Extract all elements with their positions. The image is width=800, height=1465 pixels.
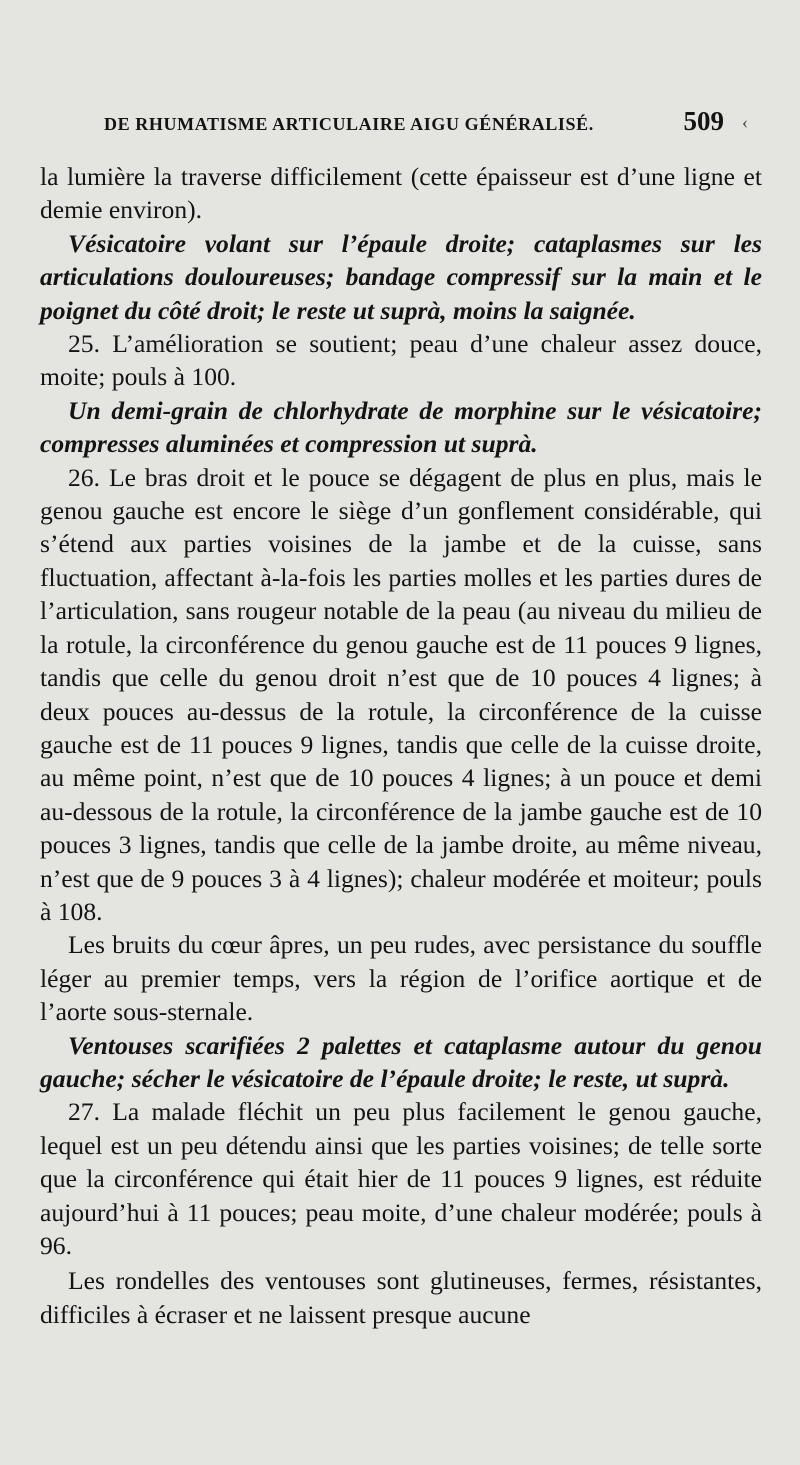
prescription-paragraph: Ventouses scarifiées 2 palettes et cataplasme autour du genou gauche; sécher le vésicatoire de l’épaule droite; le reste, ut suprà. (40, 1030, 762, 1093)
entry-paragraph-26: 26. Le bras droit et le pouce se dégagent de plus en plus, mais le genou gauche est encore le siège d’un gonflement considérable, qui s’étend aux parties voisines de la jambe et de la cuisse, sans fluctuation, affectant à-la-fois les parties molles et les parties dures de l’articulation, sans rougeur notable de la peau (au niveau du milieu de la rotule, la circonférence du genou gauche est de 11 pouces 9 lignes, tandis que celle du genou droit n’est que de 10 pouces 4 lignes; à deux pouces au-dessus de la rotule, la circonférence de la cuisse gauche est de 11 pouces 9 lignes, tandis que celle de la cuisse droite, au même point, n’est que de 10 pouces 4 lignes; à un pouce et demi au-dessous de la rotule, la circonférence de la jambe gauche est de 10 pouces 3 lignes, tandis que celle de la jambe droite, au même niveau, n’est que de 9 pouces 3 à 4 lignes); chaleur modérée et moiteur; pouls à 108. (40, 462, 762, 926)
entry-paragraph-27: 27. La malade fléchit un peu plus facilement le genou gauche, lequel est un peu détendu ainsi que les parties voisines; de telle sorte que la circonférence qui était hier de 11 pouces 9 lignes, est réduite aujourd’hui à 11 pouces; peau moite, d’une chaleur modérée; pouls à 96. (40, 1097, 762, 1260)
paragraph-ventouses: Les rondelles des ventouses sont glutineuses, fermes, résistantes, difficiles à écraser et ne laissent presque aucune (40, 1266, 762, 1329)
paragraph-heart-sounds: Les bruits du cœur âpres, un peu rudes, avec persistance du souffle léger au premier temps, vers la région de l’orifice aortique et de l’aorte sous-sternale. (40, 930, 762, 1027)
prescription-paragraph: Vésicatoire volant sur l’épaule droite; cataplasmes sur les articulations douloureuses; bandage compressif sur la main et le poignet du côté droit; le reste ut suprà, moins la saignée. (40, 228, 762, 325)
entry-paragraph-25: 25. L’amélioration se soutient; peau d’une chaleur assez douce, moite; pouls à 100. (40, 329, 762, 392)
margin-mark: ‹ (742, 112, 748, 132)
paragraph-continuation: la lumière la traverse difficilement (cette épaisseur est d’une ligne et demie environ). (40, 162, 762, 225)
body-text (40, 160, 762, 1331)
running-head (104, 106, 724, 142)
running-title: DE RHUMATISME ARTICULAIRE AIGU GÉNÉRALISÉ. (104, 114, 594, 134)
page-number: 509 (683, 106, 724, 136)
prescription-paragraph: Un demi-grain de chlorhydrate de morphine sur le vésicatoire; compresses aluminées et compression ut suprà. (40, 395, 762, 459)
